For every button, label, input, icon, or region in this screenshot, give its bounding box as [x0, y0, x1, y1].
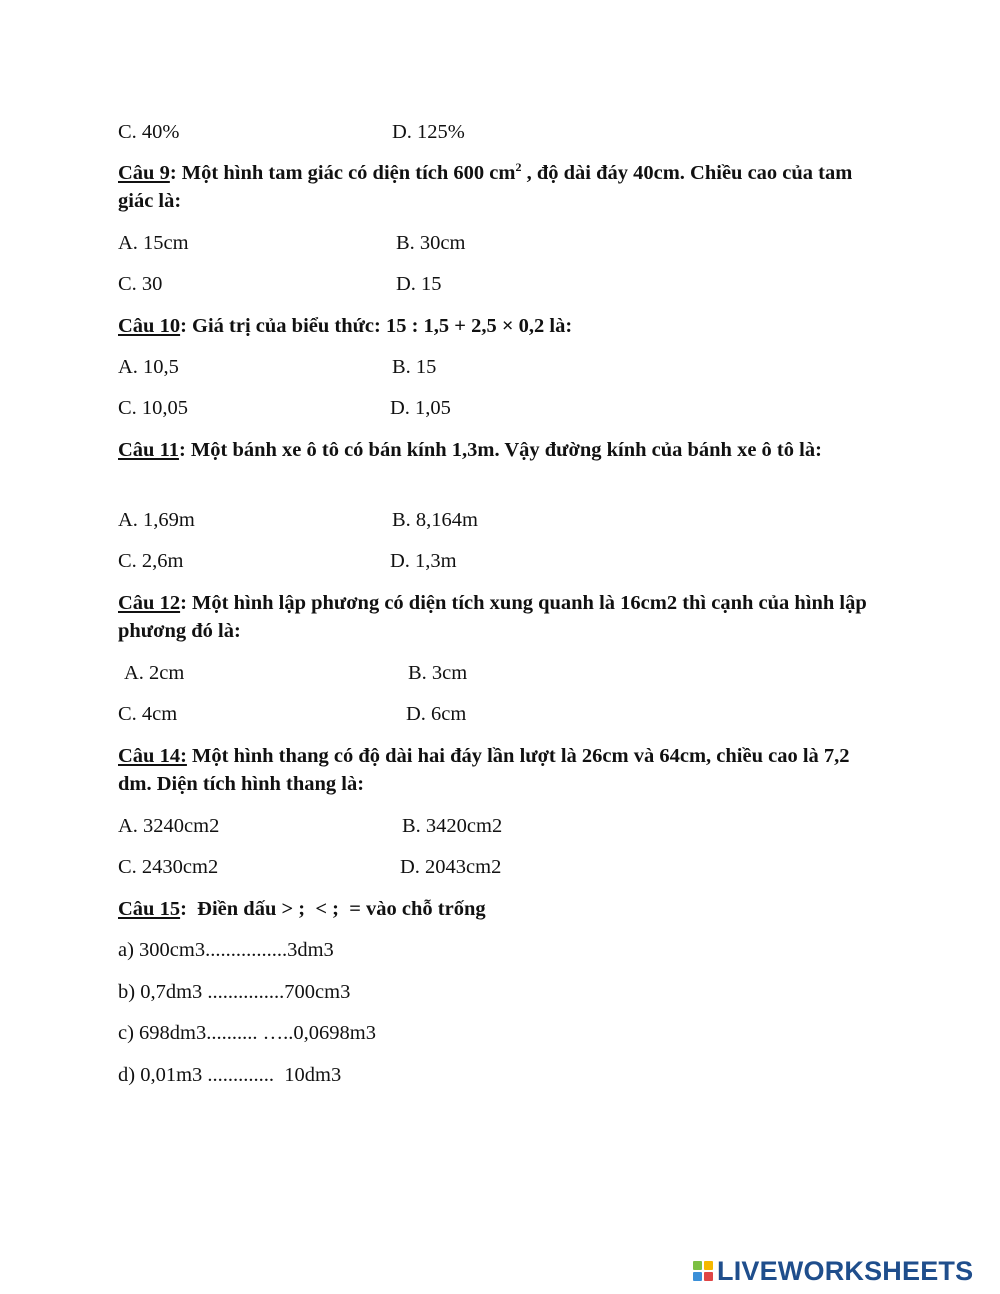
question-15-label: Câu 15 — [118, 898, 181, 920]
q15-item-d: d) 0,01m3 ............. 10dm3 — [118, 1064, 342, 1086]
q12-option-d: D. 6cm — [406, 703, 467, 725]
q15-item-c: c) 698dm3.......... …..0,0698m3 — [118, 1022, 376, 1044]
question-9-sup: 2 — [515, 160, 522, 175]
q9-option-d: D. 15 — [396, 273, 442, 295]
q11-option-b: B. 8,164m — [392, 509, 478, 531]
question-12-label: Câu 12 — [118, 592, 181, 614]
question-9-label: Câu 9 — [118, 162, 170, 184]
q14-option-d: D. 2043cm2 — [400, 856, 502, 878]
q12-option-b: B. 3cm — [408, 662, 468, 684]
q9-option-a: A. 15cm — [118, 232, 189, 254]
liveworksheets-logo — [693, 1255, 973, 1287]
question-11-label: Câu 11 — [118, 439, 179, 461]
question-15-text: : Điền dấu > ; < ; = vào chỗ trống — [180, 898, 486, 920]
q11-option-c: C. 2,6m — [118, 550, 184, 572]
question-10-text: : Giá trị của biểu thức: 15 : 1,5 + 2,5 × 0,2 là: — [180, 315, 573, 337]
question-9-text-b: , độ dài đáy 40cm. Chiều cao của tam giác là: — [118, 162, 853, 212]
question-10 — [118, 312, 888, 340]
q11-option-d: D. 1,3m — [390, 550, 457, 572]
question-12 — [118, 589, 888, 645]
q10-option-d: D. 1,05 — [390, 397, 451, 419]
question-11-text: : Một bánh xe ô tô có bán kính 1,3m. Vậy đường kính của bánh xe ô tô là: — [178, 439, 822, 461]
question-10-label: Câu 10 — [118, 315, 181, 337]
liveworksheets-logo-text: LIVEWORKSHEETS — [717, 1255, 974, 1286]
question-9-text-a: : Một hình tam giác có diện tích 600 cm — [169, 162, 516, 184]
q15-item-b: b) 0,7dm3 ...............700cm3 — [118, 981, 351, 1003]
q12-option-a: A. 2cm — [124, 662, 185, 684]
q12-option-c: C. 4cm — [118, 703, 178, 725]
q15-item-a: a) 300cm3................3dm3 — [118, 939, 334, 961]
q9-option-c: C. 30 — [118, 273, 163, 295]
liveworksheets-logo-icon — [693, 1261, 713, 1281]
q14-option-b: B. 3420cm2 — [402, 815, 503, 837]
q14-option-a: A. 3240cm2 — [118, 815, 220, 837]
q8-option-d: D. 125% — [392, 121, 465, 143]
question-12-text: : Một hình lập phương có diện tích xung quanh là 16cm2 thì cạnh của hình lập phương đó là: — [118, 592, 867, 642]
question-14-label: Câu 14: — [118, 745, 187, 767]
q10-option-c: C. 10,05 — [118, 397, 189, 419]
question-14 — [118, 742, 888, 798]
q9-option-b: B. 30cm — [396, 232, 466, 254]
q10-option-a: A. 10,5 — [118, 356, 179, 378]
question-15 — [118, 895, 888, 923]
q14-option-c: C. 2430cm2 — [118, 856, 219, 878]
question-9 — [118, 159, 888, 215]
question-14-text: Một hình thang có độ dài hai đáy lần lượt là 26cm và 64cm, chiều cao là 7,2 dm. Diện tích hình thang là: — [118, 745, 850, 795]
q11-option-a: A. 1,69m — [118, 509, 195, 531]
question-11 — [118, 436, 888, 464]
q8-option-c: C. 40% — [118, 121, 180, 143]
q10-option-b: B. 15 — [392, 356, 437, 378]
